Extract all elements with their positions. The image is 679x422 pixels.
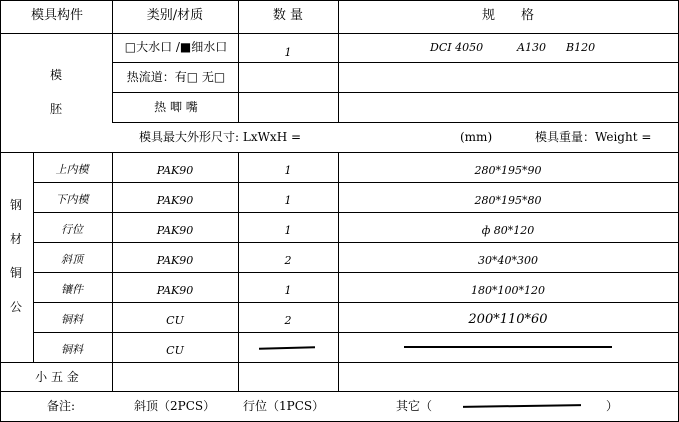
- row-material: PAK90: [156, 224, 194, 237]
- grid-line: [338, 152, 339, 391]
- weight-label: 模具重量：Weight =: [535, 130, 652, 144]
- row-qty: 1: [284, 284, 292, 297]
- grid-line: [0, 391, 679, 392]
- gate-qty: 1: [284, 46, 292, 59]
- grid-line: [112, 62, 679, 63]
- grid-line: [112, 0, 113, 122]
- row-spec: 30*40*300: [478, 254, 538, 267]
- steel-side-label-4: 公: [9, 300, 23, 314]
- row-part: 铜料: [61, 343, 83, 356]
- row-spec: 280*195*90: [474, 164, 542, 177]
- header-spec: 规 格: [481, 8, 535, 23]
- row-material: CU: [166, 344, 184, 357]
- row-part: 行位: [61, 223, 83, 236]
- grid-line: [238, 0, 239, 122]
- row-qty-dash: [259, 346, 315, 349]
- grid-line: [0, 362, 679, 363]
- max-size-unit: (mm): [460, 130, 493, 144]
- gate-spec-3: B120: [566, 41, 596, 54]
- grid-line: [238, 152, 239, 391]
- max-size-label: 模具最大外形尺寸: LxWxH =: [139, 130, 302, 144]
- header-category-material: 类别/材质: [146, 8, 204, 23]
- row-part: 镶件: [61, 283, 83, 296]
- steel-side-label-1: 钢: [9, 198, 23, 212]
- notes-other-open: 其它（: [396, 399, 433, 413]
- grid-line: [0, 33, 679, 34]
- header-component: 模具构件: [30, 8, 84, 23]
- notes-other-dash: [463, 404, 581, 408]
- notes-lifter: 斜顶（2PCS）: [134, 399, 216, 413]
- hot-nozzle: 热 唧 嘴: [154, 100, 198, 114]
- grid-line: [33, 152, 34, 362]
- grid-line: [33, 212, 679, 213]
- grid-line: [0, 0, 679, 1]
- grid-line: [33, 272, 679, 273]
- grid-line: [33, 332, 679, 333]
- row-qty: 2: [284, 254, 292, 267]
- row-material: PAK90: [156, 284, 194, 297]
- steel-side-label-3: 铜: [9, 266, 23, 280]
- grid-line: [0, 152, 679, 153]
- mold-base-label-1: 模: [49, 68, 63, 82]
- header-quantity: 数 量: [272, 8, 304, 23]
- row-qty: 2: [284, 314, 292, 327]
- row-spec: 280*195*80: [474, 194, 542, 207]
- row-spec-dash: [404, 346, 612, 348]
- hot-runner-option: 热流道：有□ 无□: [126, 70, 226, 84]
- row-spec: 200*110*60: [468, 312, 548, 327]
- notes-other-close: ）: [606, 399, 619, 413]
- row-qty: 1: [284, 224, 292, 237]
- grid-line: [33, 182, 679, 183]
- hardware-label: 小 五 金: [35, 370, 79, 384]
- row-part: 斜顶: [61, 253, 83, 266]
- grid-line: [0, 0, 1, 422]
- grid-line: [338, 0, 339, 122]
- gate-option: □大水口 /■细水口: [124, 40, 228, 54]
- notes-label: 备注:: [47, 399, 76, 413]
- grid-line: [33, 242, 679, 243]
- mold-base-label-2: 胚: [49, 102, 63, 116]
- row-material: PAK90: [156, 164, 194, 177]
- row-material: PAK90: [156, 194, 194, 207]
- row-part: 铜料: [61, 313, 83, 326]
- grid-line: [33, 302, 679, 303]
- grid-line: [112, 122, 679, 123]
- notes-slider: 行位（1PCS）: [243, 399, 325, 413]
- gate-spec-2: A130: [517, 41, 546, 54]
- row-spec: ф 80*120: [481, 224, 535, 237]
- row-qty: 1: [284, 194, 292, 207]
- row-spec: 180*100*120: [471, 284, 545, 297]
- row-material: PAK90: [156, 254, 194, 267]
- row-qty: 1: [284, 164, 292, 177]
- steel-side-label-2: 材: [9, 232, 23, 246]
- row-part: 上内模: [55, 163, 89, 176]
- grid-line: [112, 92, 679, 93]
- row-material: CU: [166, 314, 184, 327]
- grid-line: [112, 152, 113, 391]
- gate-spec-1: DCI 4050: [430, 41, 484, 54]
- row-part: 下内模: [55, 193, 89, 206]
